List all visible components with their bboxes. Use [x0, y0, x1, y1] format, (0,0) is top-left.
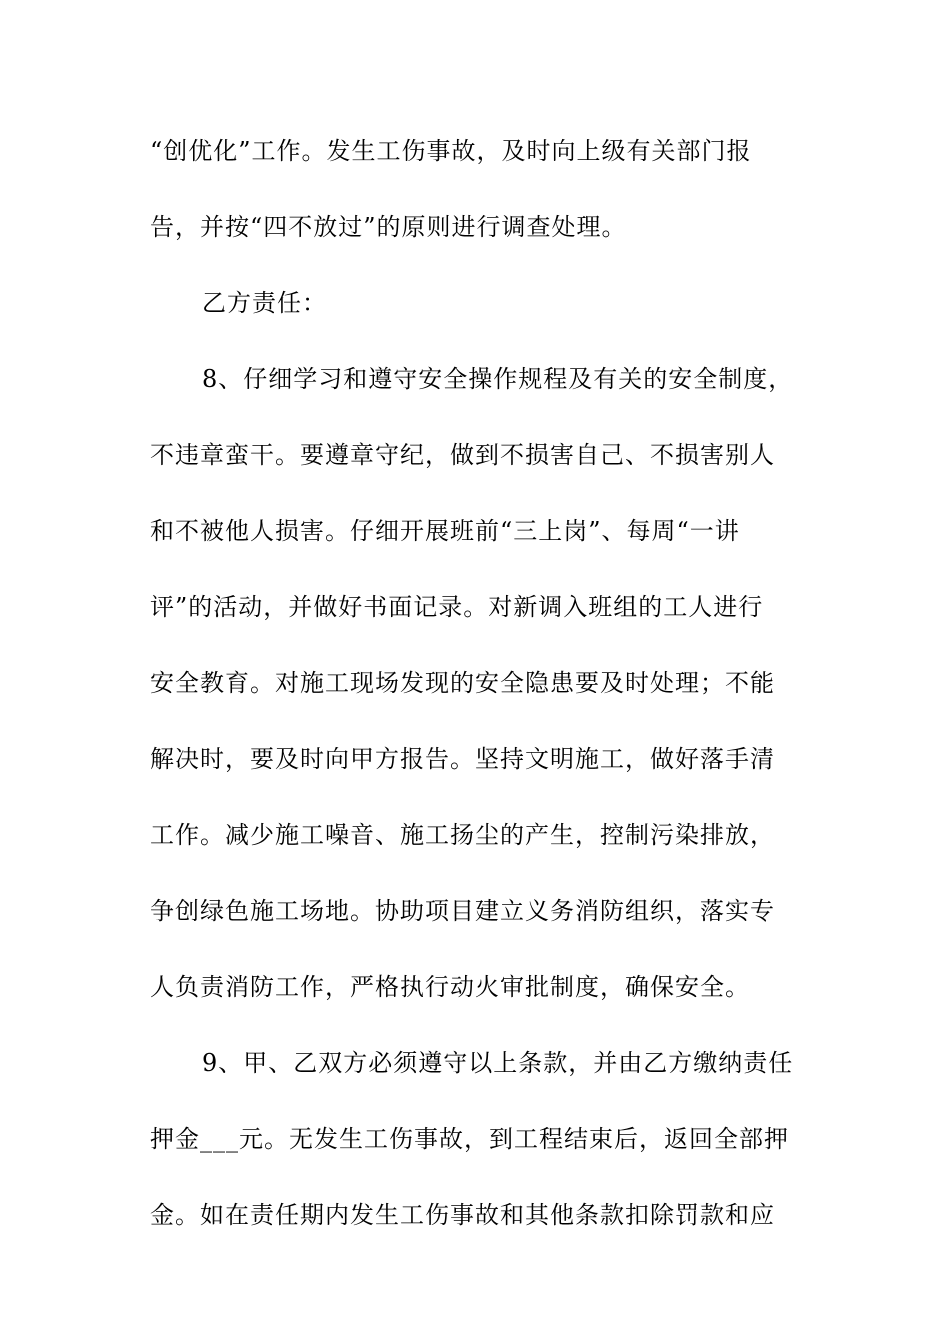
text-line: 不违章蛮干。要遵章守纪，做到不损害自己、不损害别人	[150, 441, 775, 469]
text-line: 争创绿色施工场地。协助项目建立义务消防组织，落实专	[150, 897, 775, 925]
text-line: 8、仔细学习和遵守安全操作规程及有关的安全制度，	[202, 365, 794, 393]
text-line: 评”的活动，并做好书面记录。对新调入班组的工人进行	[150, 593, 764, 621]
text-line: “创优化”工作。发生工伤事故，及时向上级有关部门报	[150, 137, 752, 165]
text-line: 安全教育。对施工现场发现的安全隐患要及时处理；不能	[150, 669, 775, 697]
section-heading: 乙方责任：	[202, 289, 327, 317]
text-line: 押金___元。无发生工伤事故，到工程结束后，返回全部押	[150, 1125, 789, 1153]
text-line: 和不被他人损害。仔细开展班前“三上岗”、每周“一讲	[150, 517, 740, 545]
text-line: 告，并按“四不放过”的原则进行调查处理。	[150, 213, 627, 241]
document-body	[150, 131, 810, 1271]
text-line: 金。如在责任期内发生工伤事故和其他条款扣除罚款和应	[150, 1201, 775, 1229]
text-line: 9、甲、乙双方必须遵守以上条款，并由乙方缴纳责任	[202, 1049, 794, 1077]
text-line: 解决时，要及时向甲方报告。坚持文明施工，做好落手清	[150, 745, 775, 773]
text-line: 工作。减少施工噪音、施工扬尘的产生，控制污染排放，	[150, 821, 775, 849]
text-line: 人负责消防工作，严格执行动火审批制度，确保安全。	[150, 973, 750, 1001]
